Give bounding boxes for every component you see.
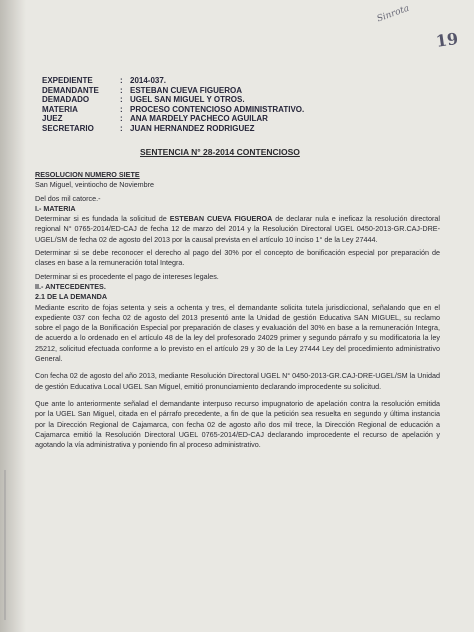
header-key: JUEZ	[42, 114, 63, 124]
header-key: MATERIA	[42, 104, 78, 114]
header-row: SECRETARIO : JUAN HERNANDEZ RODRIGUEZ	[42, 123, 255, 133]
header-row: DEMADADO : UGEL SAN MIGUEL Y OTROS.	[42, 95, 245, 105]
antecedentes-paragraph-3: Que ante lo anteriormente señalad el demandante interpuso recurso impugnatorio de apelación contra la resolución emitida por la UGEL San Miguel, citada en el párrafo precedente, a fin de que la petición sea resuelta en segundo y última instancia por la Dirección Regional de Cajamarca, con fecha 02 de agosto año dos mil trece, la Dirección Regional de educación a Cajamarca emitió la Resolución Directoral UGEL 0765-2014/ED-CAJ declarando improcedente el recurso de apelación y agotando la vía administrativa y poniendo fin al proceso administrativo.	[35, 398, 440, 450]
handwritten-note: Sinrota	[375, 3, 411, 25]
header-value: PROCESO CONTENCIOSO ADMINISTRATIVO.	[130, 104, 305, 114]
document-body	[35, 170, 440, 450]
demanda-heading: 2.1 DE LA DEMANDA	[35, 292, 108, 302]
resolution-place-date: San Miguel, veintiocho de Noviembre	[35, 180, 155, 190]
header-key: EXPEDIENTE	[42, 76, 93, 85]
header-value: 2014-037.	[130, 76, 167, 85]
header-value: ESTEBAN CUEVA FIGUEROA	[130, 85, 243, 95]
header-row: DEMANDANTE : ESTEBAN CUEVA FIGUEROA	[42, 85, 243, 95]
header-value: JUAN HERNANDEZ RODRIGUEZ	[130, 123, 255, 133]
materia-heading: I.- MATERIA	[35, 203, 76, 213]
header-value: ANA MARDELY PACHECO AGUILAR	[130, 114, 268, 124]
sentence-title: SENTENCIA N° 28-2014 CONTENCIOSO	[140, 147, 300, 157]
header-key: SECRETARIO	[42, 123, 94, 133]
antecedentes-heading: II.- ANTECEDENTES.	[35, 281, 106, 291]
header-row: MATERIA : PROCESO CONTENCIOSO ADMINISTRATIVO.	[42, 104, 305, 114]
materia-paragraph-3: Determinar si es procedente el pago de intereses legales.	[35, 271, 219, 281]
plaintiff-name: ESTEBAN CUEVA FIGUEROA	[169, 214, 273, 224]
resolution-year: Del dos mil catorce.-	[35, 193, 101, 203]
handwritten-page-number: 19	[434, 28, 460, 51]
materia-paragraph-1: Determinar si es fundada la solicitud de ESTEBAN CUEVA FIGUEROA de declarar nula e ineficaz la resolución directoral regional N° 0765-2014/ED-CAJ de fecha 12 de marzo del 2014 y la Resolución Directoral UGEL 0450-2013-GR.CAJ-DRE-UGEL/SM de fecha 02 de agosto del 2013 por la causal prevista en el artículo 10 inciso 1° de la Ley 27444.	[35, 214, 440, 244]
header-key: DEMANDANTE	[42, 85, 99, 95]
header-row: JUEZ : ANA MARDELY PACHECO AGUILAR	[42, 114, 268, 124]
resolution-label: RESOLUCION NUMERO SIETE	[35, 170, 140, 179]
antecedentes-paragraph-2: Con fecha 02 de agosto del año 2013, mediante Resolución Directoral UGEL N° 0450-2013-GR.CAJ-DRE-UGEL/SM la Unidad de gestión Educativa Local UGEL San Miguel, emitió pronunciamiento declarando improcedente su solicitud.	[35, 371, 440, 391]
antecedentes-paragraph-1: Mediante escrito de fojas setenta y seis a ochenta y tres, el demandante solicita tutela jurisdiccional, señalando que en el expediente 037 con fecha 02 de agosto del 2013 presentó ante la Unidad de gestión Educativa SAN MIGUEL, su reclamo sobre el pago de la Bonificación Especial por preparación de clases y evaluación del 30% en base a la remuneración Integra, de acuerdo a lo ordenado en el artículo 48 de la ley del profesorado 24029 primer y segundo párrafo y su modificatoria la ley 25212, solicitud efectuada conforme a lo previsto en el artículo 29 y 30 de la Ley 27444 Ley del procedimiento administrativo General.	[35, 302, 440, 364]
materia-paragraph-2: Determinar si se debe reconocer el derecho al pago del 30% por el concepto de bonificación especial por preparación de clases en base a la remuneración total Integra.	[35, 248, 440, 268]
scan-margin-mark	[4, 470, 26, 620]
header-row: EXPEDIENTE : 2014-037.	[42, 76, 167, 85]
case-header	[42, 76, 372, 134]
header-key: DEMADADO	[42, 95, 90, 105]
header-value: UGEL SAN MIGUEL Y OTROS.	[130, 95, 245, 105]
